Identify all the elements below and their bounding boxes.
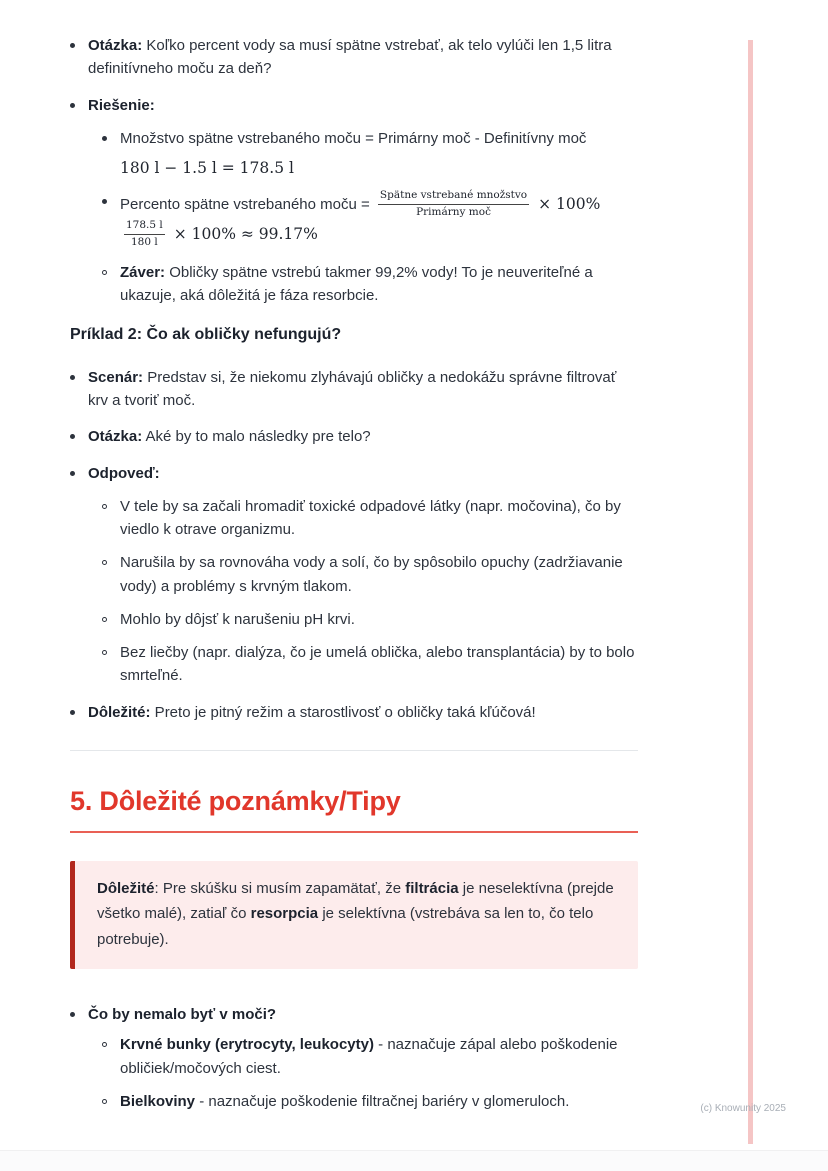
hollow-bullet-marker: [102, 504, 107, 509]
bold-lead: Bielkoviny: [120, 1092, 196, 1110]
list-item-text: [120, 1090, 638, 1113]
bold-lead: Dôležité:: [88, 703, 151, 721]
list-item-text: [88, 94, 638, 308]
bullet-marker: [70, 710, 75, 715]
bullet-column: [70, 1003, 88, 1017]
bullet-marker: [70, 434, 75, 439]
bold-lead: Otázka:: [88, 428, 143, 446]
copyright-footer: (c) Knowunity 2025: [700, 1103, 786, 1114]
bullet-column: [102, 1090, 120, 1104]
bold-lead: Záver:: [120, 263, 166, 281]
bullet-column: [102, 641, 120, 655]
list-item-text: [120, 127, 638, 180]
bold-term-filtracia: filtrácia: [405, 879, 459, 897]
bullet-marker: [70, 1012, 75, 1017]
list-item-text: [120, 190, 638, 251]
list-item-otazka-2: [70, 425, 638, 448]
math-formula: 180 l − 1.5 l = 178.5 l: [120, 159, 294, 177]
list-item-zaver: [102, 261, 638, 308]
list-item-mnozstvo: [102, 127, 638, 180]
text-run: Koľko percent vody sa musí spätne vstrebať, ak telo vylúči len 1,5 litra definitívneho moču za deň?: [88, 37, 612, 78]
bullet-column: [70, 366, 88, 380]
bullet-column: [102, 127, 120, 141]
fraction-denominator: Primárny moč: [416, 205, 491, 218]
bullet-column: [102, 261, 120, 275]
bullet-marker: [70, 43, 75, 48]
section-heading-underline: [70, 831, 638, 833]
list-item-text: [88, 425, 638, 448]
bullet-marker: [102, 199, 107, 204]
math-fraction: [124, 219, 165, 249]
bullet-marker: [102, 136, 107, 141]
list-item-otazka-1: [70, 34, 638, 81]
text-run: : Pre skúšku si musím zapamätať, že: [154, 879, 406, 897]
list-item-dolezite: [70, 701, 638, 724]
list-item-odpoved: [70, 462, 638, 688]
bullet-column: [102, 190, 120, 204]
example-2-heading: Príklad 2: Čo ak obličky nefungujú?: [70, 326, 342, 344]
section-divider: [70, 750, 638, 751]
list-item-text: [88, 34, 638, 81]
text-run: - naznačuje poškodenie filtračnej bariéry v glomeruloch.: [195, 1092, 570, 1110]
math-result: × 100% ≈ 99.17%: [168, 225, 318, 244]
bullet-column: [70, 34, 88, 48]
bullet-column: [70, 701, 88, 715]
math-fraction: [378, 189, 529, 219]
sublist-moc: [102, 1033, 638, 1113]
bold-lead: Čo by nemalo byť v moči?: [88, 1006, 277, 1024]
list-item-text: Narušila by sa rovnováha vody a solí, čo by spôsobilo opuchy (zadržiavanie vody) a problémy s krvným tlakom.: [120, 554, 623, 595]
page-edge-stripe: [748, 40, 753, 1144]
list-item-text: [88, 1003, 638, 1113]
list-item: [102, 608, 638, 631]
hollow-bullet-marker: [102, 270, 107, 275]
bold-lead: Odpoveď:: [88, 464, 160, 482]
list-item-text: V tele by sa začali hromadiť toxické odpadové látky (napr. močovina), čo by viedlo k otrave organizmu.: [120, 497, 621, 539]
list-item-text: Mohlo by dôjsť k narušeniu pH krvi.: [120, 610, 355, 628]
page-bottom-edge: [0, 1150, 828, 1171]
bullet-column: [102, 1033, 120, 1047]
list-item: [102, 641, 638, 688]
list-item-riesenie: [70, 94, 638, 308]
bullet-column: [70, 425, 88, 439]
text-run: Predstav si, že niekomu zlyhávajú obličky a nedokážu správne filtrovať krv a tvoriť moč.: [88, 368, 617, 410]
bullet-column: [70, 94, 88, 108]
bold-lead: Otázka:: [88, 37, 143, 54]
fraction-denominator: 180 l: [131, 235, 158, 248]
list-item-text: [88, 701, 638, 724]
list-item-moc: [70, 1003, 638, 1113]
hollow-bullet-marker: [102, 1042, 107, 1047]
text-run: Aké by to malo následky pre telo?: [142, 428, 371, 446]
section-5-heading: 5. Dôležité poznámky/Tipy: [70, 785, 401, 816]
list-item: [102, 551, 638, 598]
list-item-krvne-bunky: [102, 1033, 638, 1080]
bullet-marker: [70, 471, 75, 476]
sublist-odpoved: [102, 495, 638, 688]
list-item-text: [88, 366, 638, 413]
bold-term-resorpcia: resorpcia: [250, 905, 319, 923]
bullet-column: [70, 462, 88, 476]
list-item-text: Bez liečby (napr. dialýza, čo je umelá oblička, alebo transplantácia) by to bolo smrteľné.: [120, 644, 635, 685]
bold-lead: Scenár:: [88, 368, 144, 386]
notes-content: [70, 34, 638, 1126]
bullet-column: [102, 551, 120, 565]
list-item: [102, 495, 638, 542]
text-run: Preto je pitný režim a starostlivosť o obličky taká kľúčová!: [150, 703, 536, 721]
text-run: Obličky spätne vstrebú takmer 99,2% vody! To je neuveriteľné a ukazuje, aká dôležitá je fáza resorbcie.: [120, 263, 593, 304]
text-run: je selektívna (vstrebáva sa len to, čo telo potrebuje).: [97, 905, 594, 948]
text-run: - naznačuje zápal alebo poškodenie obličiek/močových ciest.: [120, 1036, 618, 1077]
hollow-bullet-marker: [102, 650, 107, 655]
hollow-bullet-marker: [102, 617, 107, 622]
bullet-column: [102, 608, 120, 622]
list-item-scenar: [70, 366, 638, 413]
bullet-column: [102, 495, 120, 509]
list-item-percento: [102, 190, 638, 251]
fraction-numerator: 178.5 l: [124, 219, 165, 235]
text-run: Množstvo spätne vstrebaného moču = Primárny moč - Definitívny moč: [120, 129, 587, 147]
bold-lead: Dôležité: [97, 879, 155, 897]
bold-lead: Riešenie:: [88, 96, 155, 114]
text-run: je neselektívna (prejde všetko malé), zatiaľ čo: [97, 879, 614, 923]
math-operator: × 100%: [533, 195, 601, 214]
list-item-text: [120, 261, 638, 308]
text-run: Percento spätne vstrebaného moču =: [120, 196, 374, 214]
hollow-bullet-marker: [102, 1099, 107, 1104]
fraction-numerator: Spätne vstrebané množstvo: [378, 189, 529, 205]
sublist-riesenie: [102, 127, 638, 307]
bullet-marker: [70, 103, 75, 108]
bullet-marker: [70, 375, 75, 380]
list-item-bielkoviny: [102, 1090, 638, 1113]
bold-lead: Krvné bunky (erytrocyty, leukocyty): [120, 1036, 374, 1054]
important-callout: [70, 861, 638, 970]
list-item-text: [88, 462, 638, 688]
list-item-text: [120, 1033, 638, 1080]
hollow-bullet-marker: [102, 560, 107, 565]
